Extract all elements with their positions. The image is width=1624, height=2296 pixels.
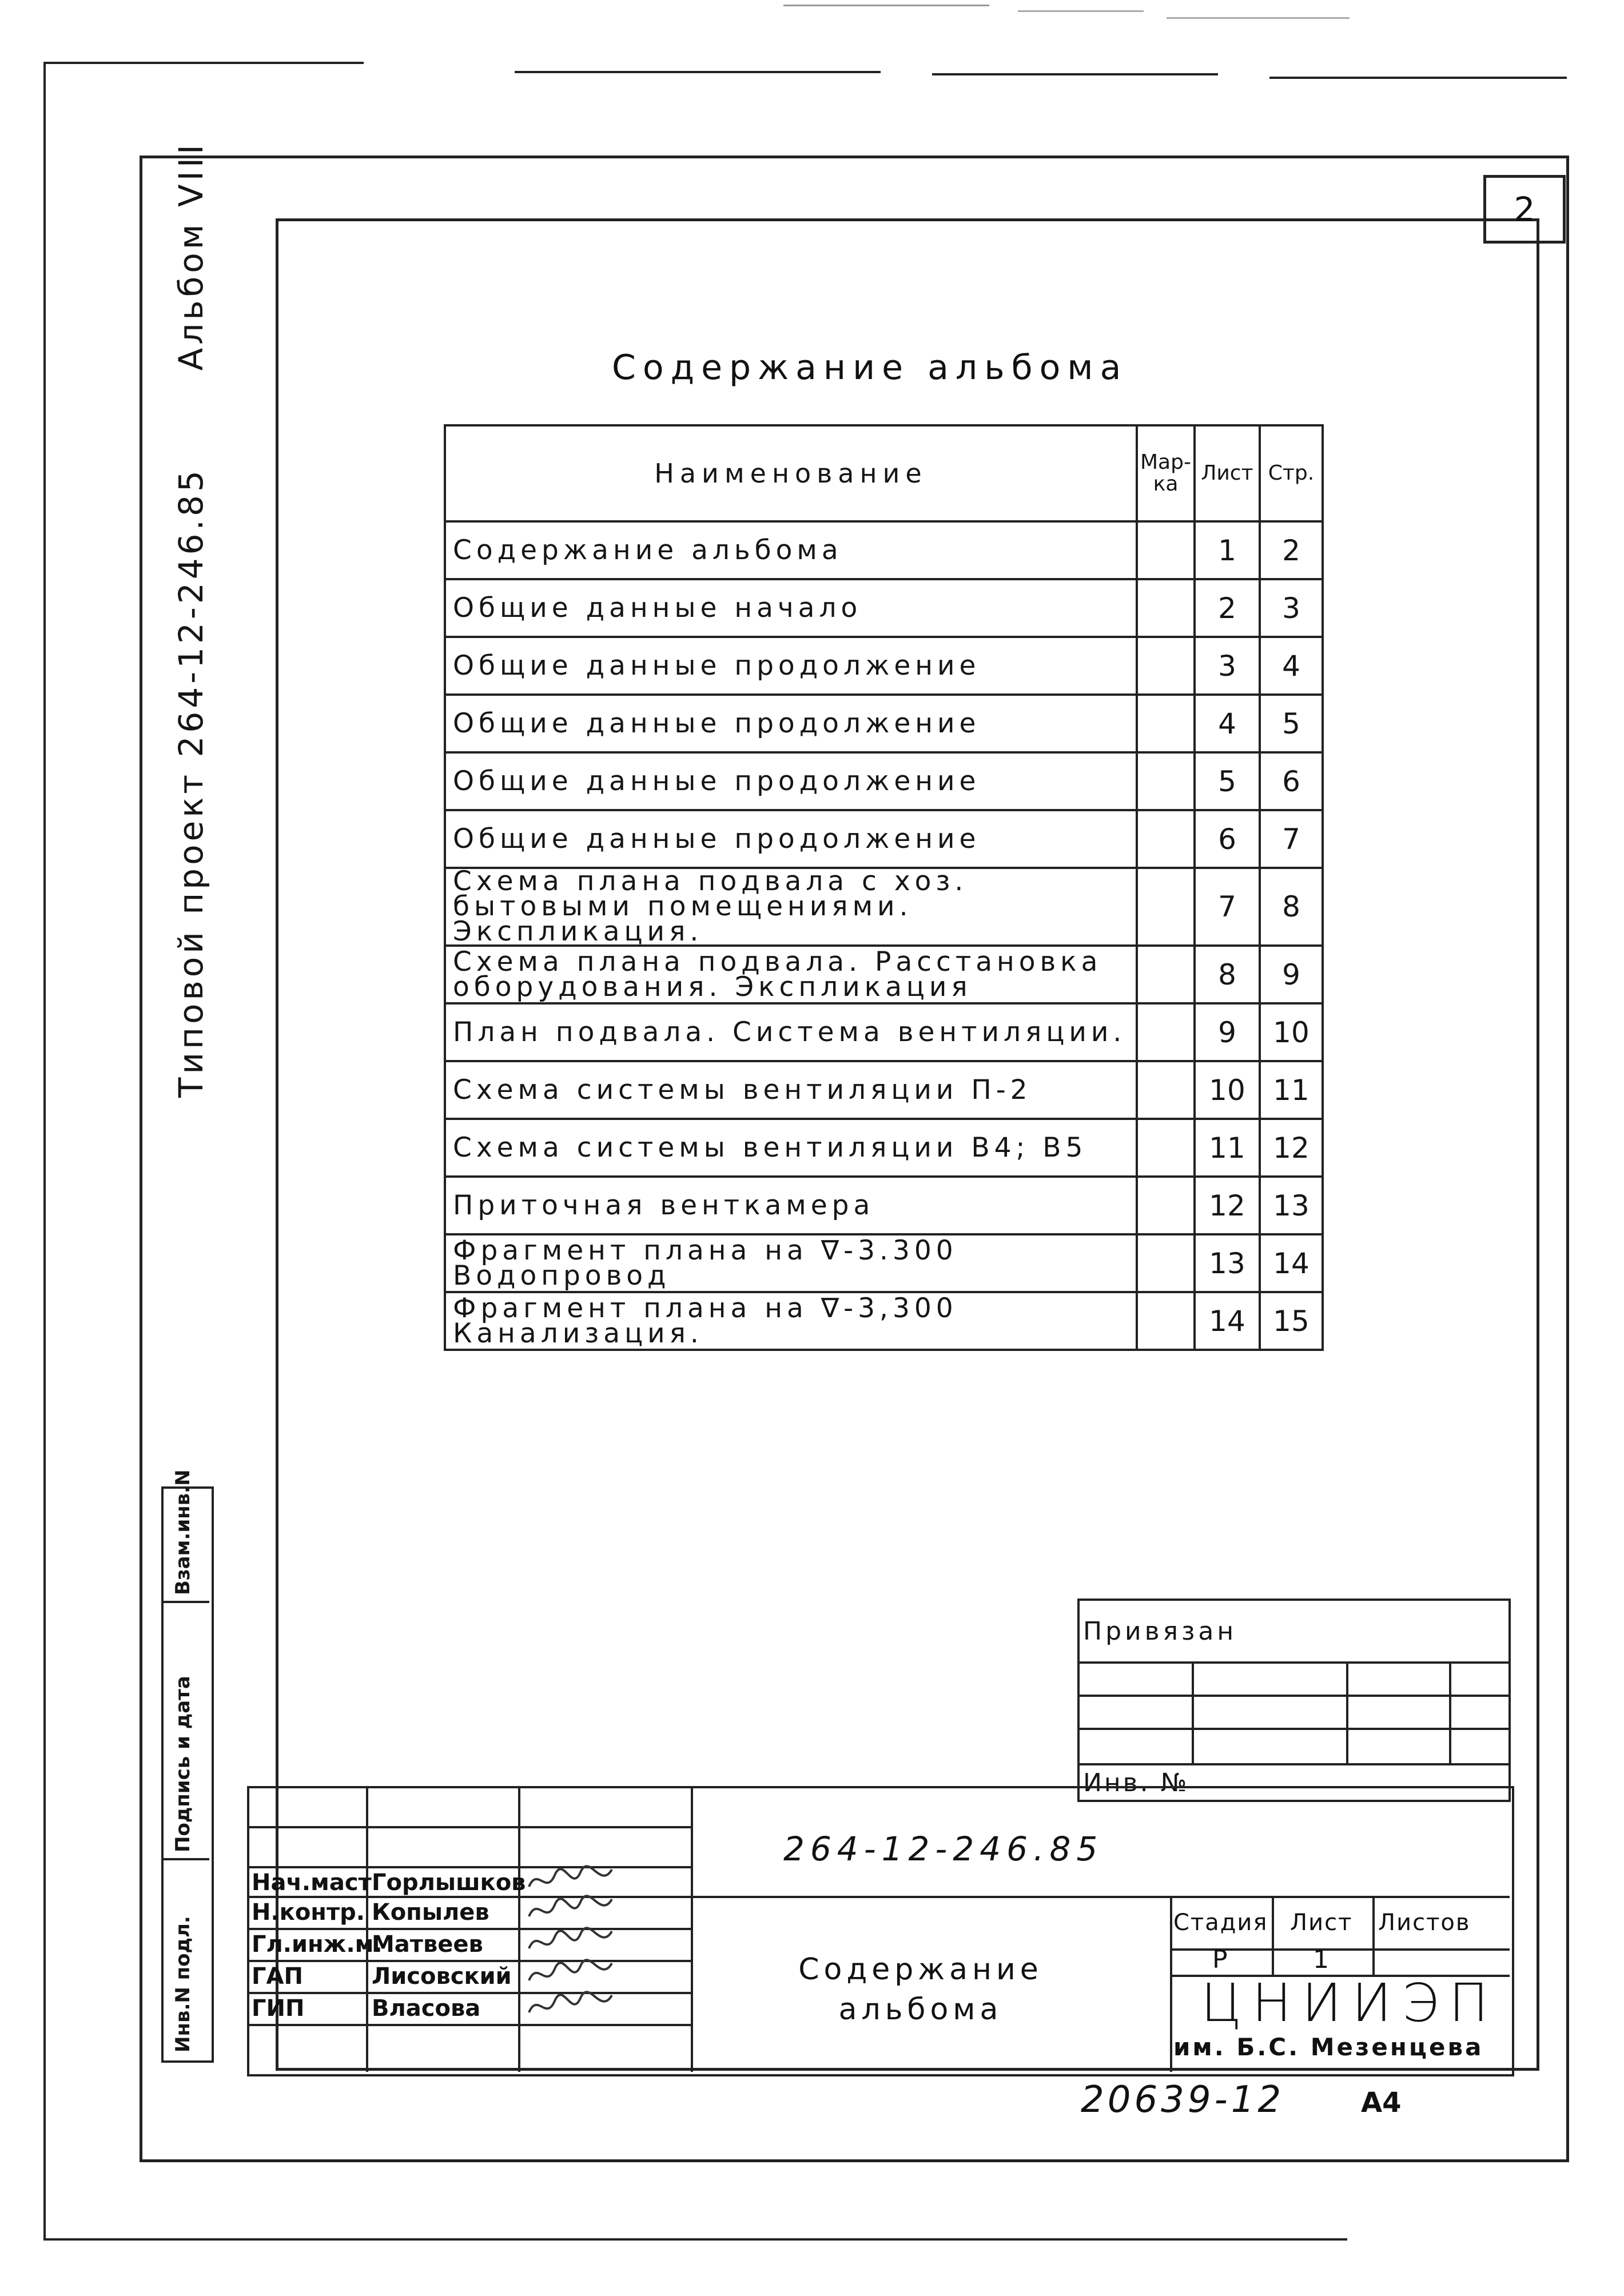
row-sheet: 11 — [1195, 1119, 1260, 1177]
row-sheet: 10 — [1195, 1061, 1260, 1119]
row-page: 3 — [1260, 579, 1323, 637]
signature-scribble — [526, 1864, 618, 1892]
stamp-code: 264-12-246.85 — [783, 1829, 1104, 1868]
row-name: Общие данные продолжение — [445, 810, 1137, 868]
row-mark — [1137, 1234, 1195, 1292]
row-page: 5 — [1260, 695, 1323, 752]
podpis-data-label: Подпись и дата — [172, 1676, 194, 1852]
table-row — [445, 1003, 1323, 1061]
table-row — [445, 1177, 1323, 1234]
signature-scribble — [526, 1894, 618, 1922]
sheet-header: Лист — [1290, 1910, 1353, 1936]
row-name: Приточная венткамера — [445, 1177, 1137, 1234]
signature-scribble — [526, 1990, 618, 2018]
row-mark — [1137, 1003, 1195, 1061]
table-row — [445, 810, 1323, 868]
stamp-role: ГАП — [252, 1963, 303, 1990]
row-mark — [1137, 637, 1195, 695]
stamp-person: Копылев — [372, 1899, 489, 1926]
table-row — [445, 695, 1323, 752]
row-page: 15 — [1260, 1292, 1323, 1350]
table-row — [445, 1292, 1323, 1350]
row-sheet: 13 — [1195, 1234, 1260, 1292]
table-row — [445, 752, 1323, 810]
row-page: 10 — [1260, 1003, 1323, 1061]
row-page: 11 — [1260, 1061, 1323, 1119]
row-mark — [1137, 1119, 1195, 1177]
stage-value: Р — [1212, 1945, 1228, 1974]
stamp-person: Матвеев — [372, 1931, 483, 1958]
row-sheet: 4 — [1195, 695, 1260, 752]
table-row — [445, 1119, 1323, 1177]
row-name: Схема плана подвала. Расстановка оборудования. Экспликация — [445, 946, 1137, 1003]
row-mark — [1137, 1061, 1195, 1119]
header-mark: Мар-ка — [1137, 425, 1195, 521]
row-page: 13 — [1260, 1177, 1323, 1234]
table-row — [445, 579, 1323, 637]
row-name: Общие данные продолжение — [445, 752, 1137, 810]
stamp-role: Гл.инж.м. — [252, 1931, 383, 1958]
header-name: Наименование — [445, 425, 1137, 521]
contents-table — [444, 424, 1324, 1351]
binding-label: Привязан — [1078, 1600, 1510, 1663]
stamp-role: Нач.маст. — [252, 1870, 380, 1896]
row-mark — [1137, 1177, 1195, 1234]
table-header-row — [445, 425, 1323, 521]
row-name: Общие данные начало — [445, 579, 1137, 637]
row-mark — [1137, 579, 1195, 637]
stamp-person: Лисовский — [372, 1963, 512, 1990]
row-mark — [1137, 521, 1195, 579]
table-row — [445, 946, 1323, 1003]
stage-header: Стадия — [1173, 1910, 1268, 1936]
row-name: Схема системы вентиляции В4; В5 — [445, 1119, 1137, 1177]
signature-scribble — [526, 1958, 618, 1986]
binding-box — [1077, 1599, 1511, 1802]
row-page: 9 — [1260, 946, 1323, 1003]
sheet-number-box — [1483, 175, 1566, 244]
signature-scribble — [526, 1926, 618, 1954]
row-name: План подвала. Система вентиляции. — [445, 1003, 1137, 1061]
row-page: 12 — [1260, 1119, 1323, 1177]
page-title: Содержание альбома — [612, 348, 1128, 388]
bottom-code: 20639-12 — [1081, 2079, 1285, 2121]
row-page: 2 — [1260, 521, 1323, 579]
stamp-role: Н.контр. — [252, 1899, 365, 1926]
inv-podl-label: Инв.N подл. — [172, 1916, 194, 2052]
row-name: Общие данные продолжение — [445, 695, 1137, 752]
row-name: Схема системы вентиляции П-2 — [445, 1061, 1137, 1119]
row-sheet: 12 — [1195, 1177, 1260, 1234]
row-sheet: 6 — [1195, 810, 1260, 868]
project-label: Типовой проект 264-12-246.85 — [172, 467, 210, 1098]
sheets-header: Листов — [1378, 1910, 1471, 1936]
table-row — [445, 868, 1323, 946]
stamp-person: Горлышков — [372, 1870, 526, 1896]
row-page: 4 — [1260, 637, 1323, 695]
row-sheet: 2 — [1195, 579, 1260, 637]
row-sheet: 9 — [1195, 1003, 1260, 1061]
stamp-role: ГИП — [252, 1995, 305, 2022]
row-name: Содержание альбома — [445, 521, 1137, 579]
row-name: Фрагмент плана на ∇-3.300 Водопровод — [445, 1234, 1137, 1292]
header-sheet: Лист — [1195, 425, 1260, 521]
row-sheet: 14 — [1195, 1292, 1260, 1350]
row-page: 6 — [1260, 752, 1323, 810]
row-name: Общие данные продолжение — [445, 637, 1137, 695]
row-sheet: 1 — [1195, 521, 1260, 579]
sheet-value: 1 — [1313, 1945, 1329, 1974]
binding-inv-no: Инв. № — [1078, 1764, 1510, 1801]
row-mark — [1137, 695, 1195, 752]
row-mark — [1137, 810, 1195, 868]
row-page: 8 — [1260, 868, 1323, 946]
table-row — [445, 1061, 1323, 1119]
row-sheet: 7 — [1195, 868, 1260, 946]
row-name: Схема плана подвала с хоз. бытовыми помещениями. Экспликация. — [445, 868, 1137, 946]
row-page: 14 — [1260, 1234, 1323, 1292]
table-row — [445, 637, 1323, 695]
stamp-title: Содержание альбома — [798, 1952, 1043, 2027]
row-mark — [1137, 752, 1195, 810]
album-label: Альбом VIII — [172, 141, 210, 371]
row-page: 7 — [1260, 810, 1323, 868]
stamp-person: Власова — [372, 1995, 481, 2022]
row-mark — [1137, 868, 1195, 946]
row-name: Фрагмент плана на ∇-3,300 Канализация. — [445, 1292, 1137, 1350]
sheet-number: 2 — [1514, 190, 1535, 229]
side-project-label — [172, 141, 210, 1098]
org-subname: им. Б.С. Мезенцева — [1173, 2033, 1484, 2061]
header-page: Стр. — [1260, 425, 1323, 521]
table-row — [445, 521, 1323, 579]
format-label: А4 — [1361, 2087, 1402, 2119]
org-name: ЦНИИЭП — [1201, 1972, 1499, 2034]
vzam-inv-label: Взам.инв.N — [172, 1469, 194, 1595]
row-mark — [1137, 1292, 1195, 1350]
table-row — [445, 1234, 1323, 1292]
row-sheet: 8 — [1195, 946, 1260, 1003]
row-mark — [1137, 946, 1195, 1003]
row-sheet: 3 — [1195, 637, 1260, 695]
row-sheet: 5 — [1195, 752, 1260, 810]
